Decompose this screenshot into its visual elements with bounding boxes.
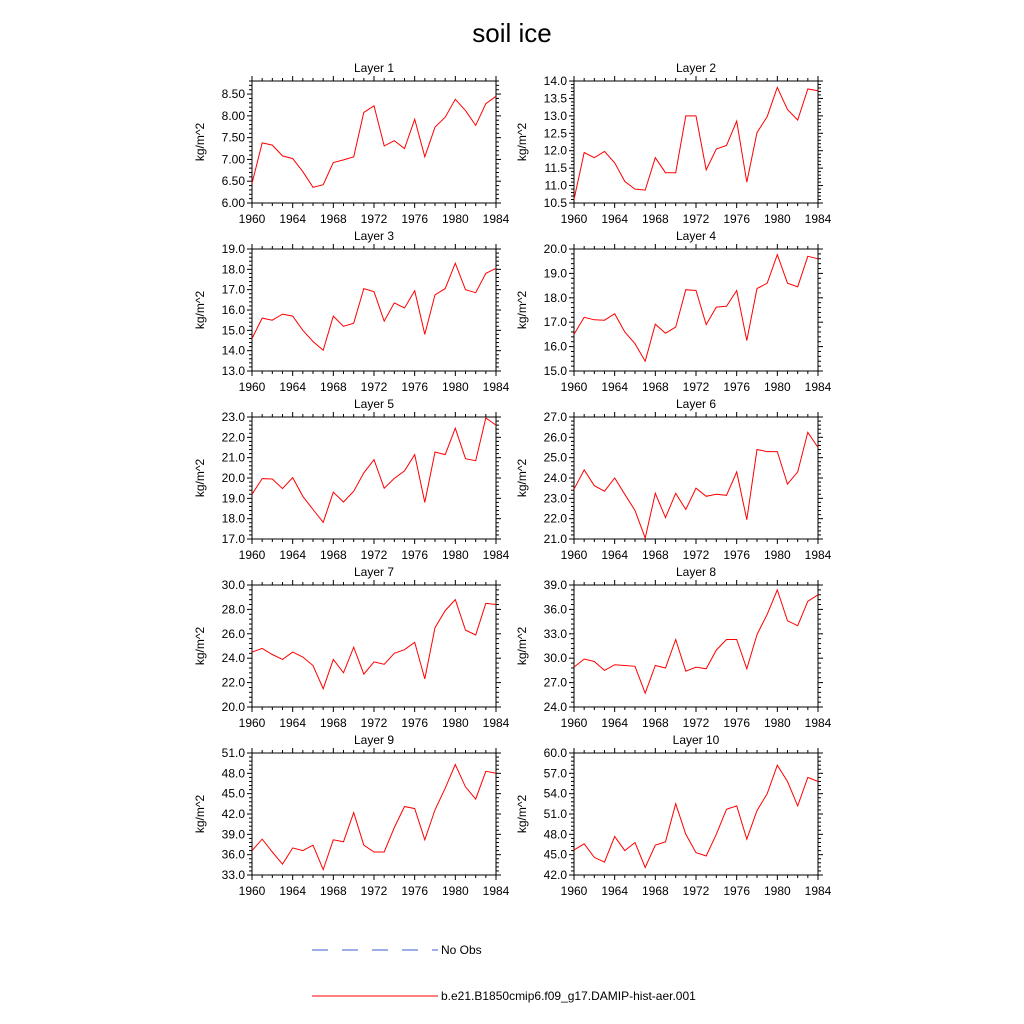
y-tick-label: 12.0 [543, 143, 567, 158]
y-tick-label: 16.0 [221, 303, 245, 317]
x-tick-label: 1960 [238, 548, 266, 562]
x-tick-label: 1964 [279, 380, 307, 394]
y-axis-label: kg/m^2 [193, 458, 207, 498]
y-tick-label: 18.0 [543, 290, 567, 305]
y-axis-label: kg/m^2 [193, 794, 207, 834]
panel-title: Layer 3 [353, 229, 395, 243]
series-line [574, 432, 818, 538]
y-tick-label: 24.0 [221, 651, 245, 666]
x-tick-label: 1976 [723, 380, 751, 394]
y-axis-label: kg/m^2 [515, 794, 529, 834]
y-tick-label: 39.0 [221, 827, 245, 842]
x-tick-label: 1976 [401, 548, 429, 562]
x-tick-label: 1984 [804, 212, 832, 226]
y-tick-label: 21.0 [221, 450, 245, 465]
y-tick-label: 8.00 [221, 108, 245, 123]
panel-layer-1 [193, 61, 510, 226]
x-tick-label: 1964 [279, 884, 307, 898]
legend [312, 943, 696, 1003]
plot-frame [252, 417, 496, 539]
y-axis-label: kg/m^2 [193, 626, 207, 666]
series-line [252, 263, 496, 350]
y-tick-label: 10.5 [543, 196, 567, 210]
y-tick-label: 51.0 [543, 807, 567, 821]
x-tick-label: 1968 [641, 548, 669, 562]
x-tick-label: 1964 [601, 380, 629, 394]
y-tick-label: 36.0 [221, 847, 245, 862]
x-tick-label: 1972 [360, 212, 388, 226]
series-line [252, 96, 496, 187]
y-tick-label: 19.0 [221, 491, 245, 506]
y-tick-label: 45.0 [221, 786, 245, 801]
x-tick-label: 1968 [319, 548, 347, 562]
plot-frame [252, 753, 496, 875]
y-tick-label: 48.0 [221, 766, 245, 781]
x-tick-label: 1980 [441, 212, 469, 226]
x-tick-label: 1968 [319, 716, 347, 730]
x-tick-label: 1960 [560, 212, 588, 226]
y-tick-label: 17.0 [221, 282, 245, 297]
y-tick-label: 17.0 [543, 315, 567, 330]
y-tick-label: 26.0 [221, 626, 245, 641]
x-tick-label: 1968 [641, 380, 669, 394]
x-tick-label: 1968 [319, 380, 347, 394]
x-tick-label: 1976 [723, 884, 751, 898]
x-tick-label: 1960 [560, 884, 588, 898]
x-tick-label: 1960 [560, 716, 588, 730]
y-tick-label: 60.0 [543, 746, 567, 760]
x-tick-label: 1964 [601, 884, 629, 898]
y-tick-label: 48.0 [543, 827, 567, 842]
x-tick-label: 1968 [641, 716, 669, 730]
series-line [574, 255, 818, 362]
series-line [574, 590, 818, 693]
y-tick-label: 51.0 [221, 746, 245, 760]
y-tick-label: 30.0 [543, 651, 567, 666]
x-tick-label: 1972 [682, 884, 710, 898]
y-tick-label: 7.50 [221, 130, 245, 145]
x-tick-label: 1964 [279, 716, 307, 730]
y-axis-label: kg/m^2 [515, 626, 529, 666]
y-tick-label: 26.0 [543, 430, 567, 445]
y-tick-label: 27.0 [543, 410, 567, 424]
y-tick-label: 11.0 [544, 178, 567, 193]
y-tick-label: 22.0 [221, 675, 245, 690]
y-tick-label: 20.0 [543, 242, 567, 256]
y-tick-label: 18.0 [221, 511, 245, 526]
x-tick-label: 1980 [441, 380, 469, 394]
series-line [252, 418, 496, 522]
x-tick-label: 1960 [238, 716, 266, 730]
y-tick-label: 54.0 [543, 786, 567, 801]
panel-title: Layer 2 [675, 61, 717, 75]
x-tick-label: 1972 [360, 548, 388, 562]
y-tick-label: 33.0 [543, 626, 567, 641]
x-tick-label: 1964 [601, 212, 629, 226]
legend-obs-label: No Obs [441, 943, 482, 957]
y-tick-label: 19.0 [543, 266, 567, 281]
x-tick-label: 1968 [641, 212, 669, 226]
y-tick-label: 13.5 [543, 91, 567, 106]
y-tick-label: 27.0 [543, 675, 567, 690]
panels-grid [193, 61, 832, 898]
x-tick-label: 1972 [360, 884, 388, 898]
x-tick-label: 1976 [723, 716, 751, 730]
y-axis-label: kg/m^2 [515, 290, 529, 330]
panel-layer-5 [193, 397, 510, 562]
y-tick-label: 42.0 [221, 807, 245, 821]
x-tick-label: 1972 [360, 716, 388, 730]
panel-title: Layer 4 [675, 229, 717, 243]
y-tick-label: 24.0 [543, 471, 567, 485]
y-tick-label: 12.5 [543, 126, 567, 141]
y-tick-label: 11.5 [544, 161, 567, 176]
x-tick-label: 1984 [482, 212, 510, 226]
x-tick-label: 1980 [441, 716, 469, 730]
x-tick-label: 1980 [441, 548, 469, 562]
y-tick-label: 23.0 [543, 491, 567, 506]
x-tick-label: 1984 [804, 548, 832, 562]
x-tick-label: 1972 [682, 548, 710, 562]
panel-title: Layer 5 [353, 397, 395, 411]
panel-layer-4 [515, 229, 832, 394]
y-tick-label: 13.0 [543, 108, 567, 123]
y-tick-label: 39.0 [543, 578, 567, 592]
panel-layer-2 [515, 61, 832, 226]
y-tick-label: 6.00 [221, 196, 245, 210]
series-line [574, 87, 818, 199]
series-line [252, 765, 496, 870]
y-tick-label: 6.50 [221, 174, 245, 189]
x-tick-label: 1984 [804, 716, 832, 730]
panel-layer-9 [193, 733, 510, 898]
x-tick-label: 1980 [763, 548, 791, 562]
x-tick-label: 1972 [682, 380, 710, 394]
y-tick-label: 20.0 [221, 471, 245, 485]
y-tick-label: 42.0 [543, 868, 567, 882]
x-tick-label: 1980 [763, 716, 791, 730]
plot-frame [252, 249, 496, 371]
y-tick-label: 22.0 [543, 511, 567, 526]
x-tick-label: 1964 [601, 548, 629, 562]
y-tick-label: 24.0 [543, 700, 567, 714]
series-line [252, 600, 496, 689]
x-tick-label: 1980 [763, 212, 791, 226]
x-tick-label: 1960 [560, 548, 588, 562]
series-line [574, 765, 818, 867]
x-tick-label: 1976 [401, 884, 429, 898]
y-axis-label: kg/m^2 [193, 290, 207, 330]
y-axis-label: kg/m^2 [515, 458, 529, 498]
x-tick-label: 1984 [482, 548, 510, 562]
y-tick-label: 36.0 [543, 602, 567, 617]
x-tick-label: 1980 [441, 884, 469, 898]
panel-title: Layer 1 [353, 61, 395, 75]
panel-layer-8 [515, 565, 832, 730]
x-tick-label: 1964 [279, 212, 307, 226]
x-tick-label: 1968 [319, 212, 347, 226]
x-tick-label: 1980 [763, 884, 791, 898]
plot-frame [252, 585, 496, 707]
x-tick-label: 1984 [482, 716, 510, 730]
y-tick-label: 16.0 [543, 339, 567, 354]
y-tick-label: 14.0 [543, 74, 567, 88]
x-tick-label: 1984 [804, 380, 832, 394]
y-tick-label: 7.00 [221, 152, 245, 167]
y-tick-label: 15.0 [221, 323, 245, 338]
x-tick-label: 1976 [401, 380, 429, 394]
legend-model-label: b.e21.B1850cmip6.f09_g17.DAMIP-hist-aer.001 [441, 989, 696, 1003]
x-tick-label: 1968 [319, 884, 347, 898]
x-tick-label: 1976 [723, 212, 751, 226]
y-tick-label: 33.0 [221, 868, 245, 882]
y-axis-label: kg/m^2 [193, 122, 207, 162]
panel-layer-7 [193, 565, 510, 730]
y-tick-label: 28.0 [221, 602, 245, 617]
y-tick-label: 19.0 [221, 242, 245, 256]
x-tick-label: 1972 [682, 716, 710, 730]
x-tick-label: 1972 [682, 212, 710, 226]
x-tick-label: 1960 [238, 212, 266, 226]
y-tick-label: 45.0 [543, 847, 567, 862]
x-tick-label: 1976 [401, 716, 429, 730]
x-tick-label: 1960 [238, 380, 266, 394]
y-tick-label: 20.0 [221, 700, 245, 714]
panel-title: Layer 9 [353, 733, 395, 747]
x-tick-label: 1984 [482, 380, 510, 394]
y-tick-label: 15.0 [543, 364, 567, 378]
panel-title: Layer 6 [675, 397, 717, 411]
x-tick-label: 1968 [641, 884, 669, 898]
y-tick-label: 17.0 [221, 532, 245, 546]
panel-title: Layer 8 [675, 565, 717, 579]
x-tick-label: 1960 [238, 884, 266, 898]
x-tick-label: 1976 [401, 212, 429, 226]
y-tick-label: 57.0 [543, 766, 567, 781]
y-tick-label: 8.50 [221, 87, 245, 102]
plot-frame [252, 81, 496, 203]
y-tick-label: 18.0 [221, 262, 245, 277]
y-axis-label: kg/m^2 [515, 122, 529, 162]
panel-title: Layer 10 [672, 733, 720, 747]
x-tick-label: 1960 [560, 380, 588, 394]
panel-layer-3 [193, 229, 510, 394]
figure-title: soil ice [472, 18, 552, 48]
x-tick-label: 1984 [804, 884, 832, 898]
y-tick-label: 14.0 [221, 343, 245, 358]
panel-title: Layer 7 [353, 565, 395, 579]
panel-layer-6 [515, 397, 832, 562]
plot-frame [574, 81, 818, 203]
plot-frame [574, 417, 818, 539]
y-tick-label: 23.0 [221, 410, 245, 424]
y-tick-label: 13.0 [221, 364, 245, 378]
x-tick-label: 1972 [360, 380, 388, 394]
y-tick-label: 22.0 [221, 430, 245, 445]
x-tick-label: 1976 [723, 548, 751, 562]
x-tick-label: 1964 [601, 716, 629, 730]
y-tick-label: 30.0 [221, 578, 245, 592]
panel-layer-10 [515, 733, 832, 898]
x-tick-label: 1980 [763, 380, 791, 394]
x-tick-label: 1984 [482, 884, 510, 898]
x-tick-label: 1964 [279, 548, 307, 562]
y-tick-label: 21.0 [543, 532, 567, 546]
y-tick-label: 25.0 [543, 450, 567, 465]
